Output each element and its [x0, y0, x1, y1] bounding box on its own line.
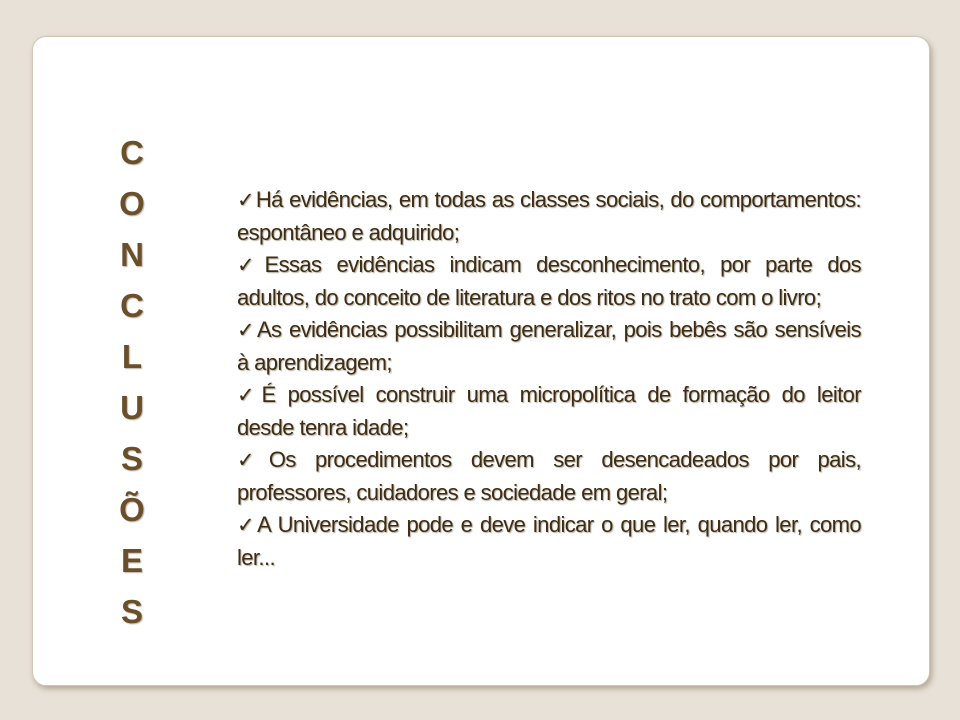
title-letter: O [119, 185, 145, 222]
checkmark-icon: ✓ [237, 384, 261, 407]
vertical-title [117, 131, 147, 641]
title-letter: S [120, 593, 143, 630]
checkmark-icon: ✓ [237, 514, 257, 537]
bullet-text: A Universidade pode e deve indicar o que ler, quando ler, como ler... [237, 512, 862, 570]
bullet-text: Há evidências, em todas as classes sociais, do comportamentos: espontâneo e adquirido; [237, 187, 861, 245]
checkmark-icon: ✓ [237, 319, 256, 342]
bullet-item [237, 379, 861, 444]
title-letter: C [120, 134, 144, 171]
bullet-item [237, 444, 861, 509]
bullet-item [237, 314, 861, 379]
checkmark-icon: ✓ [237, 254, 264, 277]
title-letter: U [120, 389, 144, 426]
title-letter: N [120, 236, 144, 273]
title-letter: Õ [119, 491, 145, 528]
title-letter: S [120, 440, 143, 477]
bullet-text: Os procedimentos devem ser desencadeados por pais, professores, cuidadores e sociedade em geral; [237, 447, 861, 505]
bullet-text: As evidências possibilitam generalizar, pois bebês são sensíveis à aprendizagem; [237, 317, 861, 375]
bullet-item [237, 184, 861, 249]
title-letter: E [120, 542, 143, 579]
bullet-text: Essas evidências indicam desconhecimento, por parte dos adultos, do conceito de literatura e dos ritos no trato com o livro; [237, 252, 862, 310]
bullet-text: É possível construir uma micropolítica de formação do leitor desde tenra idade; [237, 382, 862, 440]
slide [32, 36, 930, 686]
bullet-item [237, 249, 861, 314]
checkmark-icon: ✓ [237, 449, 268, 472]
checkmark-icon: ✓ [237, 189, 255, 212]
title-letter: L [121, 338, 143, 375]
bullet-list [237, 184, 861, 574]
bullet-item [237, 509, 861, 574]
title-letter: C [120, 287, 144, 324]
